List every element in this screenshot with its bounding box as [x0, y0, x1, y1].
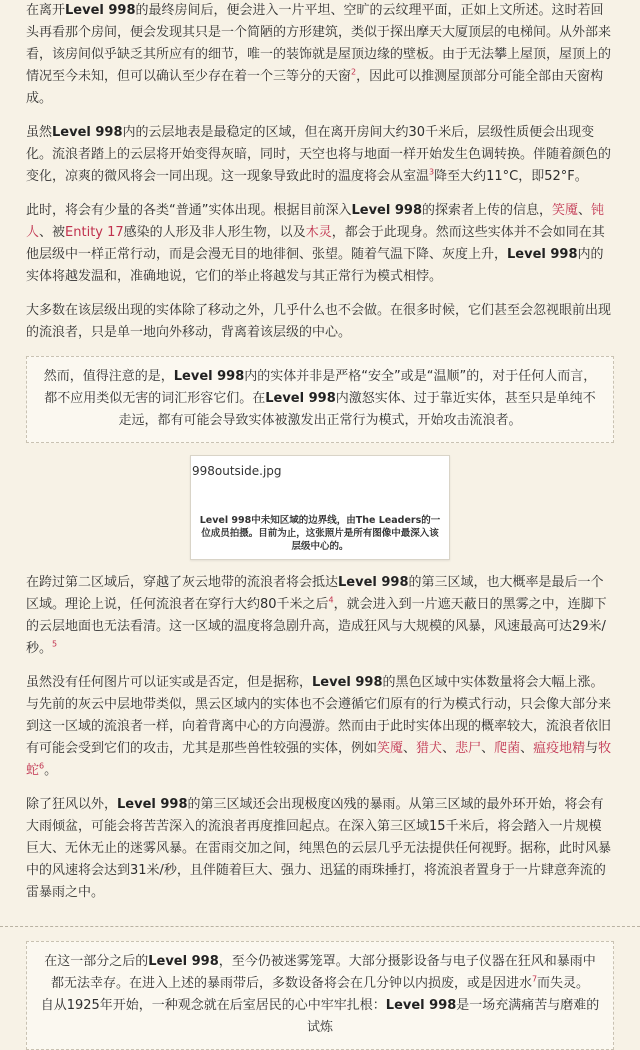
text: 的黑色区域中实体数量将会大幅上涨。与先前的灰云中层地带类似，黑云区域内的实体也不会遵循它们原有的行为模式行动，只会像大部分来到这一区域的流浪者一样，向着背离中心的方向漫游。然而由于此时实体出现的概率较大，流浪者依旧有可能会受到它们的攻击，尤其是那些兽性较强的实体，例如 [26, 675, 612, 756]
warning-blockquote [26, 356, 614, 443]
footnote-ref-6[interactable]: 6 [39, 761, 45, 771]
level-name: Level 998 [338, 575, 409, 590]
level-name: Level 998 [65, 3, 136, 18]
text: 此时，将会有少量的各类“普通”实体出现。根据目前深入 [26, 203, 352, 218]
entity-link-wretches[interactable]: 悲尸 [455, 741, 482, 756]
section-divider [0, 926, 640, 927]
paragraph-entities [0, 200, 640, 288]
mystery-text-continued [39, 995, 601, 1039]
text: 与 [585, 741, 599, 756]
image-card [190, 455, 450, 560]
image-placeholder[interactable] [191, 456, 449, 510]
level-name: Level 998 [351, 203, 422, 218]
text: ，因此可以推测屋顶部分可能全部由天窗构成。 [26, 69, 604, 106]
footnote-ref-3[interactable]: 3 [429, 167, 435, 177]
text: ，就会进入到一片遮天蔽日的黑雾之中，连脚下的云层地面也无法看清。这一区域的温度将急剧升高，造成狂风与大规模的风暴，风速最高可达29米/秒。 [26, 597, 607, 656]
text: 自从1925年开始，一种观念就在后室居民的心中牢牢扎根： [40, 998, 386, 1013]
text: 的第三区域，也大概率是最后一个区域。理论上说，任何流浪者在穿行大约80千米之后 [26, 575, 604, 612]
text: 、 [520, 741, 534, 756]
text: 、 [481, 741, 495, 756]
warning-text [41, 366, 599, 432]
text: 大多数在该层级出现的实体除了移动之外，几乎什么也不会做。在很多时候，它们甚至会忽视眼前出现的流浪者，只是单一地向外移动，背离着该层级的中心。 [26, 303, 612, 340]
image-caption: Level 998中未知区域的边界线，由The Leaders的一位成员拍摄。目前为止，这张照片是所有图像中最深入该层级中心的。 [199, 515, 441, 552]
text: 而失灵。 [537, 976, 590, 991]
entity-link-entity-17[interactable]: Entity 17 [65, 225, 124, 240]
text: ，都会于此现身。然而这些实体并不会如同在其他层级中一样正常行动，而是会漫无目的地徘徊、张望。随着气温下降、灰度上升， [26, 225, 605, 262]
entity-link-herd-snakes[interactable]: 牧蛇 [26, 741, 612, 778]
paragraph-third-zone [0, 572, 640, 660]
level-name: Level 998 [385, 998, 457, 1013]
entity-link-wood-spirit[interactable]: 木灵 [305, 225, 332, 240]
text: 是一场充满痛苦与磨难的试炼 [306, 998, 600, 1035]
footnote-ref-4[interactable]: 4 [328, 595, 334, 605]
text: 感染的人形及非人形生物，以及 [123, 225, 306, 240]
paragraph-storm [0, 794, 640, 904]
footnote-ref-7[interactable]: 7 [531, 974, 538, 984]
level-name: Level 998 [312, 675, 383, 690]
image-filename: 998outside.jpg [192, 464, 282, 478]
paragraph-cloud-surface [0, 122, 640, 188]
text: 然而，值得注意的是， [43, 369, 174, 384]
level-name: Level 998 [117, 797, 188, 812]
image-block [0, 455, 640, 560]
mystery-text [39, 951, 601, 995]
text: 降至大约11°C，即52°F。 [434, 169, 588, 184]
text: 虽然 [26, 125, 53, 140]
text: 。 [44, 763, 58, 778]
text: 、 [578, 203, 592, 218]
text: 的探索者上传的信息， [422, 203, 553, 218]
level-name: Level 998 [52, 125, 123, 140]
level-name: Level 998 [173, 369, 245, 384]
text: 在离开 [26, 3, 66, 18]
entity-link-plague-goblins[interactable]: 瘟疫地精 [533, 741, 586, 756]
footnote-ref-2[interactable]: 2 [351, 67, 357, 77]
text: 内的实体将越发温和，准确地说，它们的举止将越发与其正常行为模式相悖。 [26, 247, 604, 284]
level-name: Level 998 [265, 391, 336, 406]
mystery-blockquote [26, 941, 614, 1050]
text: 在跨过第二区域后，穿越了灰云地带的流浪者将会抵达 [26, 575, 339, 590]
text: 内的实体并非是严格“安全”或是“温顺”的，对于任何人而言，都不应用类似无害的词汇形容它们。在 [44, 369, 597, 406]
paragraph-black-zone-entities [0, 672, 640, 782]
text: 、被 [39, 225, 66, 240]
text: 的最终房间后，便会进入一片平坦、空旷的云纹理平面，正如上文所述。这时若回头再看那个房间，便会发现其只是一个简陋的方形建筑，类似于探出摩天大厦顶层的电梯间。从外部来看，该房间似乎缺乏其所应有的细节，唯一的装饰就是屋顶边缘的壁板。由于无法攀上屋顶，屋顶上的情况至今未知，但可以确认至少存在着一个三等分的天窗 [26, 3, 612, 84]
text: ，至今仍被迷雾笼罩。大部分摄影设备与电子仪器在狂风和暴雨中都无法幸存。在进入上述的暴雨带后，多数设备将会在几分钟以内损废，或是因进水 [50, 954, 596, 991]
text: 虽然没有任何图片可以证实或是否定，但是据称， [26, 675, 313, 690]
paragraph-entity-behavior [0, 300, 640, 344]
entity-link-smilers[interactable]: 笑魇 [377, 741, 404, 756]
entity-link-hounds[interactable]: 猎犬 [416, 741, 443, 756]
text: 、 [403, 741, 417, 756]
text: 内的云层地表是最稳定的区域，但在离开房间大约30千米后，层级性质便会出现变化。流浪者踏上的云层将开始变得灰暗，同时，天空也将与地面一样开始发生色调转换。伴随着颜色的变化，凉爽的微风将会一同出现。这一现象导致此时的温度将会从室温 [26, 125, 612, 184]
entity-link-crawlers[interactable]: 爬菌 [494, 741, 521, 756]
footnote-ref-5[interactable]: 5 [52, 639, 58, 649]
entity-link-dullers[interactable]: 钝人 [26, 203, 605, 240]
paragraph-top-room [0, 0, 640, 110]
entity-link-smilers[interactable]: 笑魇 [552, 203, 579, 218]
text: 内激怒实体、过于靠近实体，甚至只是单纯不走远，都有可能会导致实体被激发出正常行为模式，开始攻击流浪者。 [118, 391, 596, 428]
text: 除了狂风以外， [26, 797, 118, 812]
text: 在这一部分之后的 [44, 954, 149, 969]
text: 的第三区域还会出现极度凶残的暴雨。从第三区域的最外环开始，将会有大雨倾盆，可能会将苦苦深入的流浪者再度推回起点。在深入第三区域15千米后，将会踏入一片规模巨大、无休无止的迷雾风暴。在雷雨交加之间，纯黑色的云层几乎无法提供任何视野。据称，此时风暴中的风速将会达到31米/秒，且伴随着巨大、强力、迅猛的雨珠捶打，将流浪者置身于一片肆意奔流的雷暴雨之中。 [26, 797, 612, 900]
level-name: Level 998 [148, 954, 219, 969]
text: 、 [442, 741, 456, 756]
level-name: Level 998 [507, 247, 578, 262]
